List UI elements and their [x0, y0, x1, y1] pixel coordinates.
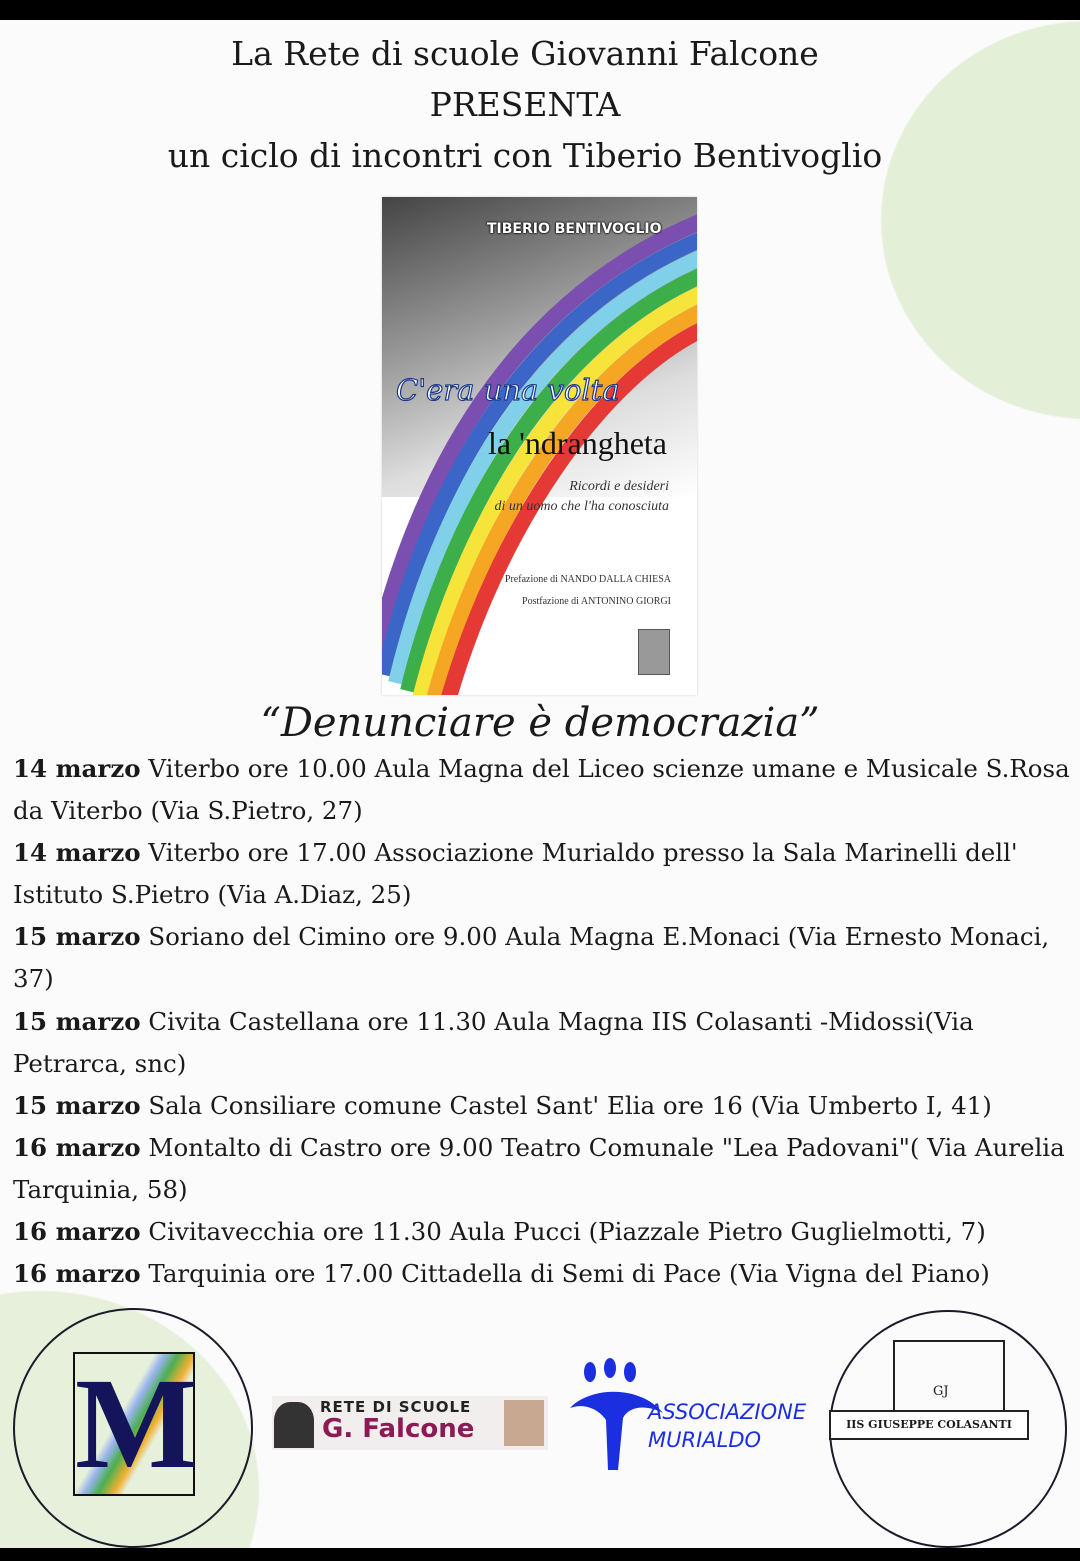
event-date: 15 marzo	[13, 1006, 141, 1036]
portrait-icon	[274, 1402, 314, 1448]
falcone-logo-line2: G. Falcone	[322, 1414, 475, 1444]
event-details: Montalto di Castro ore 9.00 Teatro Comunale "Lea Padovani"( Via Aurelia Tarquinia, 58)	[13, 1132, 1065, 1204]
event-details: Viterbo ore 17.00 Associazione Murialdo presso la Sala Marinelli dell' Istituto S.Pietro (Via A.Diaz, 25)	[13, 838, 1018, 910]
subtitle-line: Ricordi e desideri	[569, 479, 669, 494]
colasanti-logo	[829, 1310, 1067, 1548]
book-subtitle	[495, 477, 669, 517]
tree-icon	[504, 1400, 544, 1446]
preface-credit: Prefazione di NANDO DALLA CHIESA	[504, 574, 671, 585]
bottom-bar	[0, 1548, 1080, 1561]
top-bar	[0, 0, 1080, 20]
colasanti-mark: GJ	[933, 1384, 949, 1399]
event-date: 16 marzo	[13, 1217, 141, 1247]
event-item	[13, 916, 1073, 1000]
event-list	[13, 748, 1073, 1295]
rete-falcone-logo	[272, 1396, 548, 1450]
m-school-logo	[13, 1308, 253, 1548]
event-date: 16 marzo	[13, 1132, 141, 1162]
event-item	[13, 1085, 1073, 1127]
book-cover	[382, 197, 697, 695]
event-details: Tarquinia ore 17.00 Cittadella di Semi di Pace (Via Vigna del Piano)	[148, 1259, 990, 1289]
organizer-line: La Rete di scuole Giovanni Falcone	[231, 34, 819, 73]
event-item	[13, 1211, 1073, 1253]
murialdo-line1: ASSOCIAZIONE	[648, 1400, 807, 1424]
m-letter: M	[75, 1352, 198, 1496]
event-date: 15 marzo	[13, 922, 141, 952]
event-title: un ciclo di incontri con Tiberio Bentivoglio	[167, 136, 883, 175]
event-details: Sala Consiliare comune Castel Sant' Elia ore 16 (Via Umberto I, 41)	[148, 1090, 992, 1120]
event-item	[13, 1253, 1073, 1295]
subtitle-line: di un uomo che l'ha conosciuta	[494, 499, 669, 514]
event-item	[13, 1127, 1073, 1211]
poster-header	[0, 28, 1050, 181]
event-item	[13, 748, 1073, 832]
presents-line: PRESENTA	[429, 85, 621, 124]
murialdo-line2: MURIALDO	[648, 1428, 762, 1452]
event-details: Civitavecchia ore 11.30 Aula Pucci (Piazzale Pietro Guglielmotti, 7)	[148, 1217, 986, 1247]
colasanti-name: IIS GIUSEPPE COLASANTI	[829, 1410, 1029, 1440]
event-date: 16 marzo	[13, 1259, 141, 1289]
book-title: la 'ndrangheta	[487, 425, 667, 461]
event-date: 14 marzo	[13, 838, 141, 868]
event-details: Viterbo ore 10.00 Aula Magna del Liceo scienze umane e Musicale S.Rosa da Viterbo (Via S.Pietro, 27)	[13, 754, 1070, 826]
postface-credit: Postfazione di ANTONINO GIORGI	[522, 596, 671, 607]
murialdo-text	[648, 1398, 806, 1454]
book-credits	[505, 569, 671, 613]
book-title-script: C'era una volta	[396, 373, 620, 407]
murialdo-logo	[568, 1352, 818, 1472]
event-details: Civita Castellana ore 11.30 Aula Magna IIS Colasanti -Midossi(Via Petrarca, snc)	[13, 1006, 974, 1078]
event-date: 15 marzo	[13, 1090, 141, 1120]
event-date: 14 marzo	[13, 754, 141, 783]
event-item	[13, 1001, 1073, 1085]
motto: “Denunciare è democrazia”	[260, 700, 820, 746]
publisher-logo	[638, 629, 670, 675]
tower-drawing	[893, 1340, 1005, 1414]
book-author: TIBERIO BENTIVOGLIO	[487, 221, 662, 237]
event-item	[13, 832, 1073, 916]
event-details: Soriano del Cimino ore 9.00 Aula Magna E.Monaci (Via Ernesto Monaci, 37)	[13, 922, 1050, 994]
falcone-logo-line1: RETE DI SCUOLE	[320, 1398, 472, 1416]
